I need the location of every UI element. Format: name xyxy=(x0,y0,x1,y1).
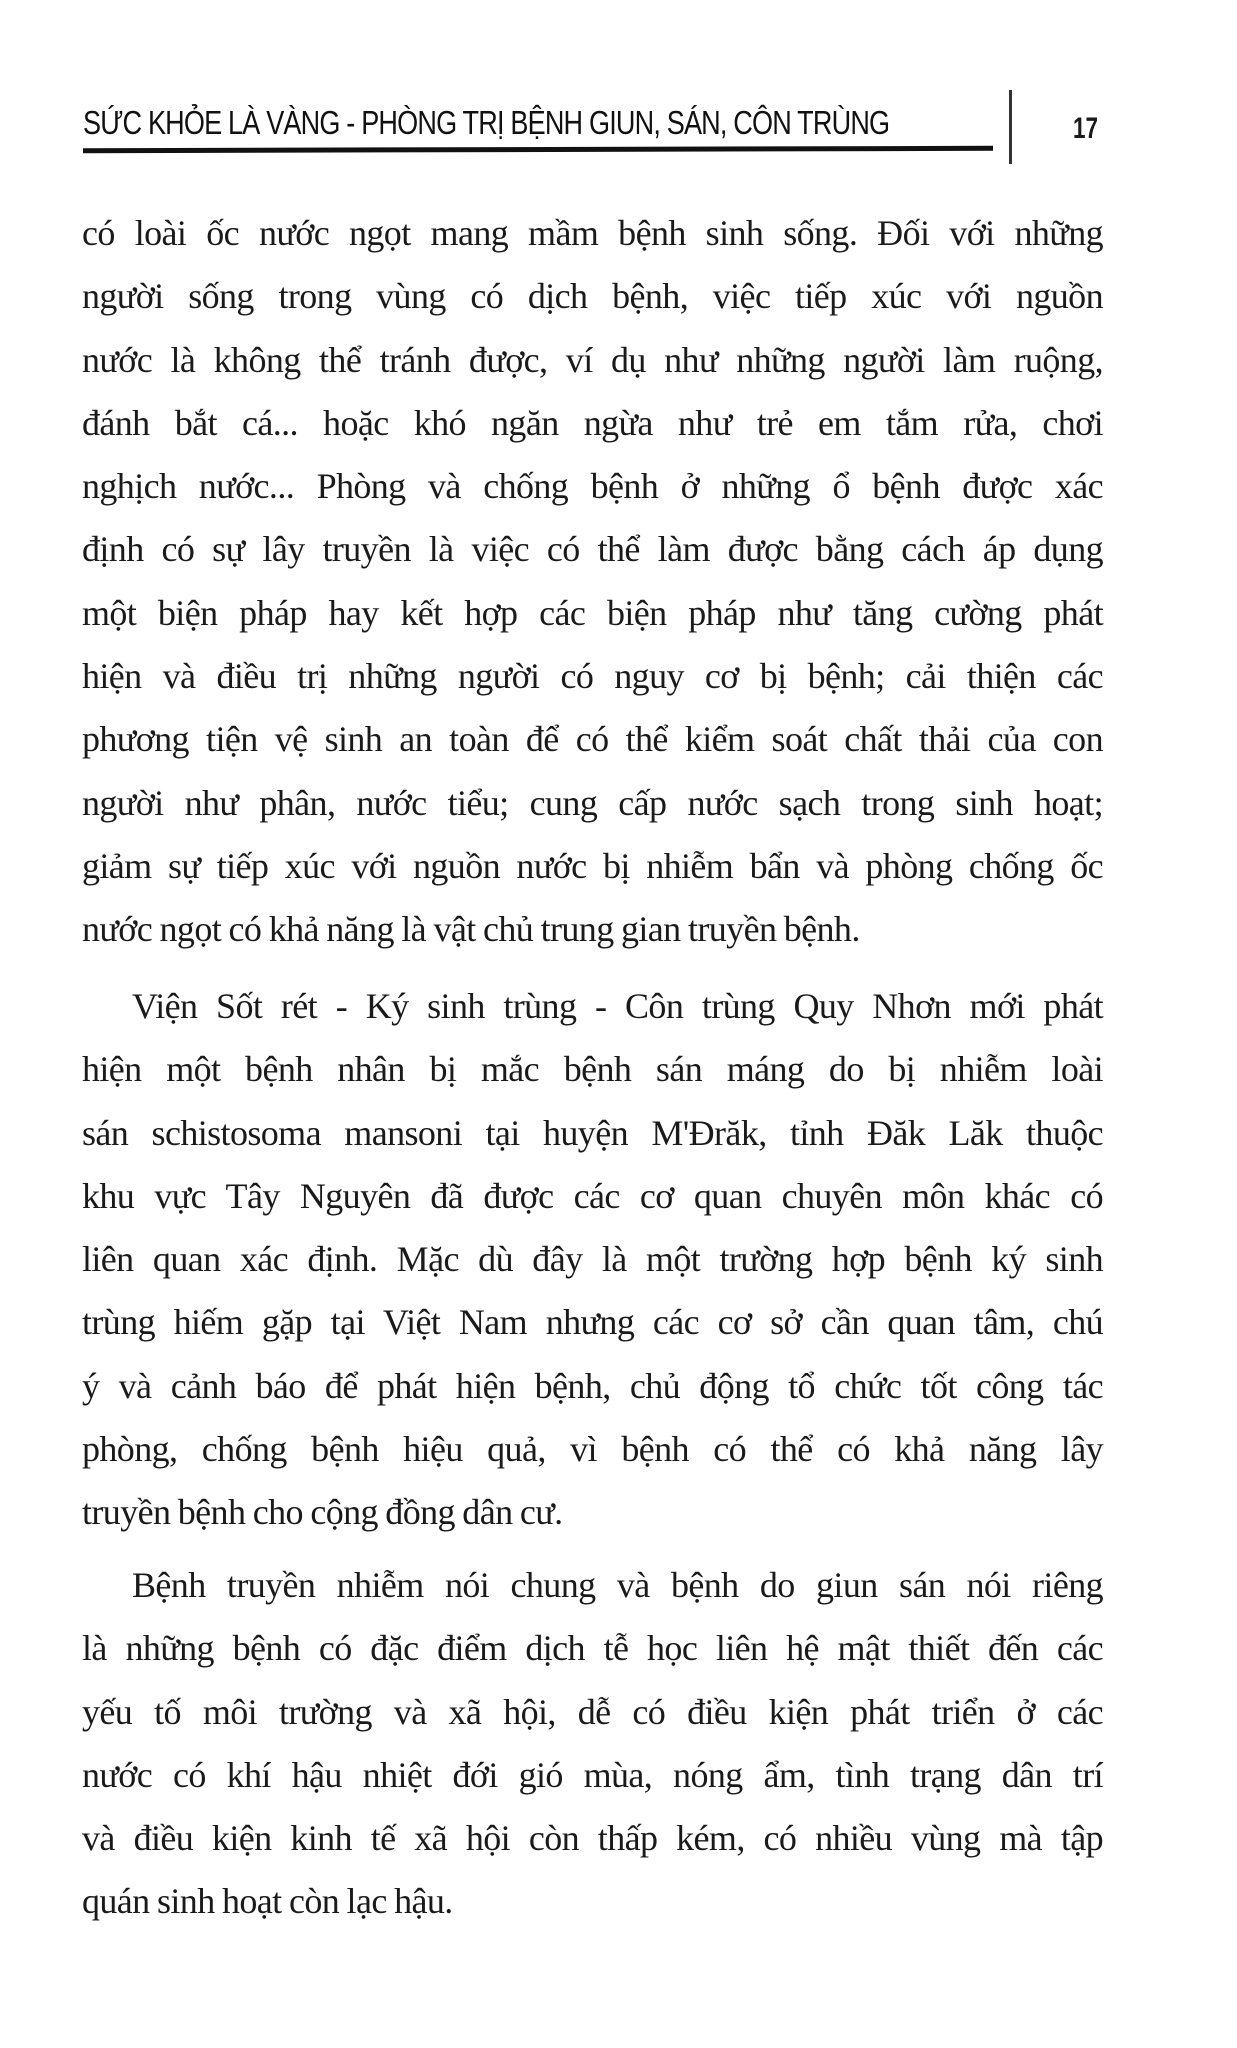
text-line: người như phân, nước tiểu; cung cấp nước sạch trong sinh hoạt; xyxy=(82,782,1103,823)
text-line: truyền bệnh cho cộng đồng dân cư. xyxy=(82,1492,563,1533)
text-line: nước ngọt có khả năng là vật chủ trung gian truyền bệnh. xyxy=(82,909,860,950)
page-number: 17 xyxy=(1073,112,1099,145)
text-line: nước có khí hậu nhiệt đới gió mùa, nóng ẩm, tình trạng dân trí xyxy=(82,1754,1103,1795)
text-line: quán sinh hoạt còn lạc hậu. xyxy=(82,1881,453,1922)
text-line: nghịch nước... Phòng và chống bệnh ở những ổ bệnh được xác xyxy=(82,466,1103,507)
text-line: là những bệnh có đặc điểm dịch tễ học liên hệ mật thiết đến các xyxy=(82,1628,1103,1669)
text-line: ý và cảnh báo để phát hiện bệnh, chủ động tổ chức tốt công tác xyxy=(82,1365,1103,1406)
text-line: sán schistosoma mansoni tại huyện M'Đrăk, tỉnh Đăk Lăk thuộc xyxy=(82,1112,1103,1153)
text-line: đánh bắt cá... hoặc khó ngăn ngừa như trẻ em tắm rửa, chơi xyxy=(82,402,1103,443)
text-line: có loài ốc nước ngọt mang mầm bệnh sinh sống. Đối với những xyxy=(82,213,1103,253)
text-line: phòng, chống bệnh hiệu quả, vì bệnh có thể có khả năng lây xyxy=(82,1429,1103,1470)
text-line: trùng hiếm gặp tại Việt Nam nhưng các cơ sở cần quan tâm, chú xyxy=(82,1302,1103,1343)
paragraph-2 xyxy=(82,975,1103,1545)
text-line: hiện và điều trị những người có nguy cơ bị bệnh; cải thiện các xyxy=(82,656,1103,697)
text-line: liên quan xác định. Mặc dù đây là một trường hợp bệnh ký sinh xyxy=(82,1239,1103,1280)
text-line: một biện pháp hay kết hợp các biện pháp như tăng cường phát xyxy=(82,592,1103,633)
text-line: khu vực Tây Nguyên đã được các cơ quan chuyên môn khác có xyxy=(82,1175,1103,1216)
text-line: người sống trong vùng có dịch bệnh, việc tiếp xúc với nguồn xyxy=(82,276,1103,317)
paragraph-1 xyxy=(82,202,1103,962)
header-divider xyxy=(1009,90,1012,164)
text-line: yếu tố môi trường và xã hội, dễ có điều kiện phát triển ở các xyxy=(82,1691,1103,1732)
text-line: nước là không thể tránh được, ví dụ như những người làm ruộng, xyxy=(82,339,1103,380)
header-rule xyxy=(83,146,993,153)
text-line: và điều kiện kinh tế xã hội còn thấp kém, có nhiều vùng mà tập xyxy=(82,1818,1103,1859)
text-line: Viện Sốt rét - Ký sinh trùng - Côn trùng Quy Nhơn mới phát xyxy=(132,986,1103,1026)
running-header-title: SỨC KHỎE LÀ VÀNG - PHÒNG TRỊ BỆNH GIUN, SÁN, CÔN TRÙNG xyxy=(83,104,890,141)
text-line: giảm sự tiếp xúc với nguồn nước bị nhiễm bẩn và phòng chống ốc xyxy=(82,845,1103,886)
text-line: hiện một bệnh nhân bị mắc bệnh sán máng do bị nhiễm loài xyxy=(82,1049,1103,1090)
paragraph-3 xyxy=(82,1554,1103,1934)
text-line: định có sự lây truyền là việc có thể làm được bằng cách áp dụng xyxy=(82,529,1103,570)
text-line: Bệnh truyền nhiễm nói chung và bệnh do giun sán nói riêng xyxy=(132,1565,1103,1605)
text-line: phương tiện vệ sinh an toàn để có thể kiểm soát chất thải của con xyxy=(82,719,1103,760)
